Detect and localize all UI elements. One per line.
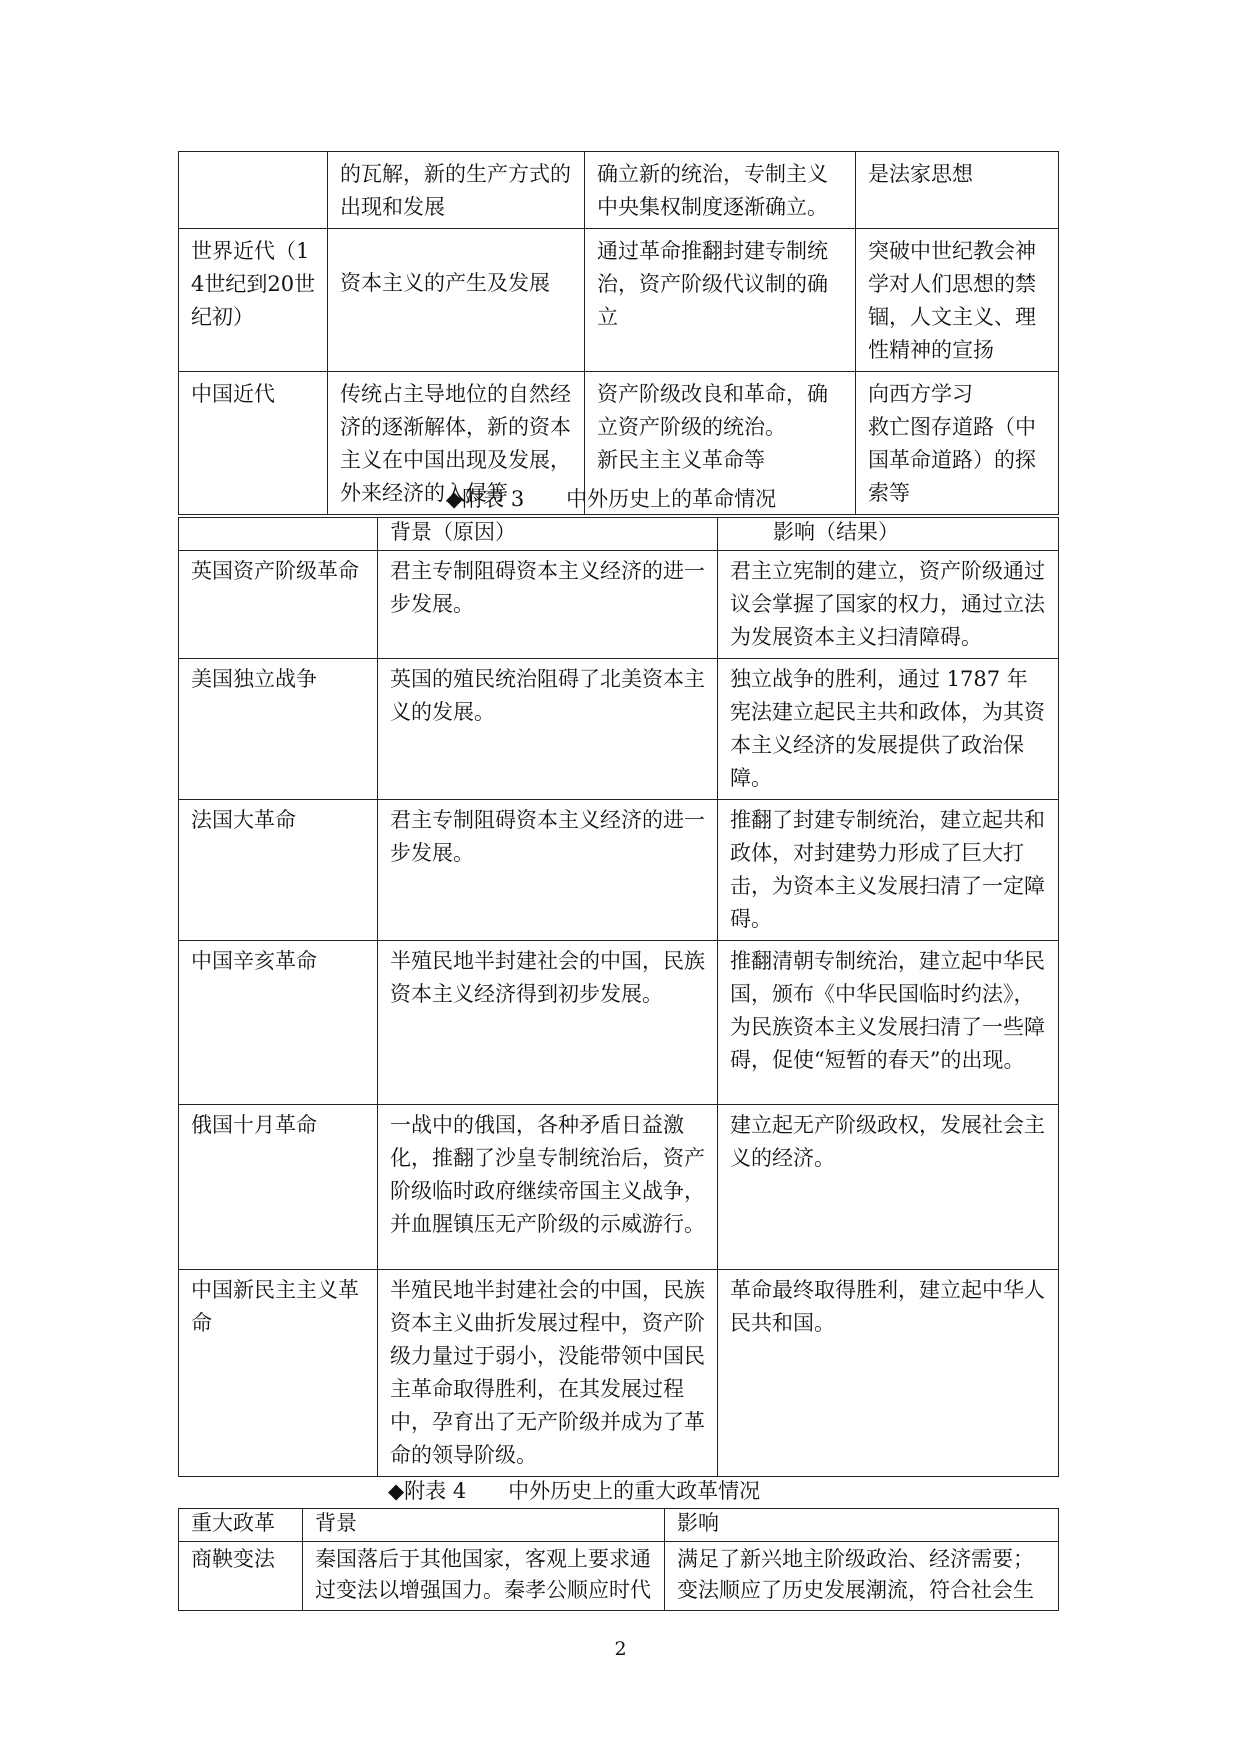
table-row (179, 1270, 1059, 1477)
table-cell: 秦国落后于其他国家，客观上要求通过变法以增强国力。秦孝公顺应时代 (303, 1542, 665, 1611)
era-comparison-table (178, 151, 1059, 515)
table-cell: 世界近代（14世纪到20世纪初） (179, 229, 328, 372)
table-row (179, 800, 1059, 941)
table-header (179, 518, 378, 551)
table-header-row (179, 518, 1059, 551)
table-cell: 美国独立战争 (179, 659, 378, 800)
table-cell: 推翻了封建专制统治，建立起共和政体，对封建势力形成了巨大打击，为资本主义发展扫清了一定障碍。 (718, 800, 1059, 941)
table-cell: 的瓦解，新的生产方式的出现和发展 (328, 152, 585, 229)
table-cell: 英国资产阶级革命 (179, 551, 378, 659)
table-header: 影响 (665, 1509, 1059, 1542)
table-cell: 资本主义的产生及发展 (328, 229, 585, 372)
table-cell (179, 152, 328, 229)
table-header: 影响（结果） (718, 518, 1059, 551)
table-cell: 通过革命推翻封建专制统治，资产阶级代议制的确立 (585, 229, 856, 372)
table-cell: 确立新的统治，专制主义中央集权制度逐渐确立。 (585, 152, 856, 229)
reforms-table (178, 1508, 1059, 1611)
table-cell: 独立战争的胜利，通过 1787 年宪法建立起民主共和政体，为其资本主义经济的发展提供了政治保障。 (718, 659, 1059, 800)
table-row (179, 941, 1059, 1105)
page-number: 2 (614, 1638, 627, 1660)
table-cell: 推翻清朝专制统治，建立起中华民国，颁布《中华民国临时约法》，为民族资本主义发展扫清了一些障碍，促使“短暂的春天”的出现。 (718, 941, 1059, 1105)
table-row (179, 659, 1059, 800)
table-header: 背景 (303, 1509, 665, 1542)
table-cell: 法国大革命 (179, 800, 378, 941)
table-row (179, 551, 1059, 659)
table-cell: 君主专制阻碍资本主义经济的进一步发展。 (378, 800, 718, 941)
table-cell: 革命最终取得胜利，建立起中华人民共和国。 (718, 1270, 1059, 1477)
table-cell: 传统占主导地位的自然经济的逐渐解体，新的资本主义在中国出现及发展，外来经济的入侵等 (328, 372, 585, 515)
table-cell: 是法家思想 (856, 152, 1059, 229)
table-cell: 建立起无产阶级政权，发展社会主义的经济。 (718, 1105, 1059, 1270)
table-cell: 一战中的俄国，各种矛盾日益激化，推翻了沙皇专制统治后，资产阶级临时政府继续帝国主义战争，并血腥镇压无产阶级的示威游行。 (378, 1105, 718, 1270)
table-cell: 英国的殖民统治阻碍了北美资本主义的发展。 (378, 659, 718, 800)
table-row (179, 1542, 1059, 1611)
table-header: 背景（原因） (378, 518, 718, 551)
table-caption: ◆附表 3 中外历史上的革命情况 (446, 487, 777, 511)
table-cell: 突破中世纪教会神学对人们思想的禁锢，人文主义、理性精神的宣扬 (856, 229, 1059, 372)
table-cell: 君主专制阻碍资本主义经济的进一步发展。 (378, 551, 718, 659)
table-cell: 中国辛亥革命 (179, 941, 378, 1105)
table-row (179, 1105, 1059, 1270)
table-cell: 君主立宪制的建立，资产阶级通过议会掌握了国家的权力，通过立法为发展资本主义扫清障碍。 (718, 551, 1059, 659)
table-cell: 满足了新兴地主阶级政治、经济需要；变法顺应了历史发展潮流，符合社会生 (665, 1542, 1059, 1611)
table-caption: ◆附表 4 中外历史上的重大政革情况 (388, 1479, 761, 1503)
table-cell: 半殖民地半封建社会的中国，民族资本主义曲折发展过程中，资产阶级力量过于弱小，没能带领中国民主革命取得胜利，在其发展过程中，孕育出了无产阶级并成为了革命的领导阶级。 (378, 1270, 718, 1477)
table-cell: 中国新民主主义革命 (179, 1270, 378, 1477)
revolutions-table (178, 517, 1059, 1477)
table-header: 重大政革 (179, 1509, 303, 1542)
table-row (179, 152, 1059, 229)
table-cell: 中国近代 (179, 372, 328, 515)
table-cell: 向西方学习 救亡图存道路（中国革命道路）的探索等 (856, 372, 1059, 515)
table-cell: 资产阶级改良和革命，确立资产阶级的统治。 新民主主义革命等 (585, 372, 856, 515)
table-cell: 俄国十月革命 (179, 1105, 378, 1270)
table-cell: 半殖民地半封建社会的中国，民族资本主义经济得到初步发展。 (378, 941, 718, 1105)
table-row (179, 229, 1059, 372)
table-cell: 商鞅变法 (179, 1542, 303, 1611)
table-header-row (179, 1509, 1059, 1542)
